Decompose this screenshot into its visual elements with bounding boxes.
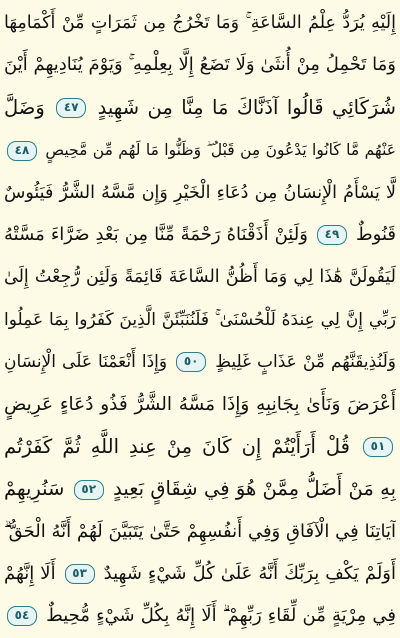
verse-number-marker: ٥٠ bbox=[176, 352, 206, 372]
text-line bbox=[4, 468, 396, 510]
text-line bbox=[4, 553, 396, 595]
line-text: أَعْرَضَ وَنَأَىٰ بِجَانِبِهِ وَإِذَا مَسَّهُ الشَّرُّ فَذُو دُعَاءٍ عَرِيضٍ bbox=[4, 393, 396, 415]
text-line bbox=[4, 44, 396, 86]
line-text: إِلَيْهِ يُرَدُّ عِلْمُ السَّاعَةِ ۚ وَمَا تَخْرُجُ مِن ثَمَرَاتٍ مِّنْ أَكْمَامِهَا bbox=[4, 13, 396, 33]
text-line bbox=[4, 595, 396, 637]
line-text: وَلَئِنْ أَذَقْنَاهُ رَحْمَةً مِّنَّا مِن بَعْدِ ضَرَّاءَ مَسَّتْهُ bbox=[4, 223, 308, 245]
line-text: سَنُرِيهِمْ bbox=[4, 477, 65, 501]
line-text: بِهِ مَنْ أَضَلُّ مِمَّنْ هُوَ فِي شِقَاقٍ بَعِيدٍ bbox=[113, 477, 396, 501]
line-text: قُلْ أَرَأَيْتُمْ إِن كَانَ مِنْ عِندِ اللَّهِ ثُمَّ كَفَرْتُم bbox=[4, 434, 350, 458]
verse-number-marker: ٤٨ bbox=[7, 141, 37, 161]
line-text: شُرَكَائِي قَالُوا آذَنَّاكَ مَا مِنَّا مِن شَهِيدٍ bbox=[97, 95, 396, 119]
line-text: وَضَلَّ bbox=[4, 95, 45, 119]
line-text: عَنْهُم مَّا كَانُوا يَدْعُونَ مِن قَبْلُ ۖ وَظَنُّوا مَا لَهُم مِّن مَّحِيصٍ bbox=[45, 141, 396, 160]
text-line bbox=[4, 172, 396, 214]
text-line bbox=[4, 426, 396, 468]
line-text: وَمَا تَحْمِلُ مِنْ أُنثَىٰ وَلَا تَضَعُ إِلَّا بِعِلْمِهِ ۚ وَيَوْمَ يُنَادِيهِمْ أَيْنَ bbox=[4, 54, 396, 76]
verse-number-marker: ٥١ bbox=[363, 437, 393, 457]
verse-number-marker: ٥٣ bbox=[65, 564, 95, 584]
text-line bbox=[4, 256, 396, 298]
line-text: وَلَنُذِيقَنَّهُم مِّنْ عَذَابٍ غَلِيظٍ bbox=[215, 352, 396, 373]
text-line bbox=[4, 511, 396, 553]
verse-number-marker: ٤٩ bbox=[317, 225, 347, 245]
line-text: أَلَا إِنَّهُمْ bbox=[4, 563, 56, 585]
text-line bbox=[4, 384, 396, 426]
line-text: آيَاتِنَا فِي الْآفَاقِ وَفِي أَنفُسِهِمْ حَتَّىٰ يَتَبَيَّنَ لَهُمْ أَنَّهُ الْحَقُّ ۗ bbox=[4, 520, 396, 542]
text-line bbox=[4, 341, 396, 383]
text-line bbox=[4, 214, 396, 256]
verse-number-marker: ٥٢ bbox=[74, 480, 104, 500]
text-line bbox=[4, 129, 396, 171]
line-text: قَنُوطٌ bbox=[356, 223, 396, 245]
line-text: لَيَقُولَنَّ هَٰذَا لِي وَمَا أَظُنُّ السَّاعَةَ قَائِمَةً وَلَئِن رُّجِعْتُ إِلَىٰ bbox=[4, 267, 396, 288]
line-text: فِي مِرْيَةٍ مِّن لِّقَاءِ رَبِّهِمْ ۗ أَلَا إِنَّهُ بِكُلِّ شَيْءٍ مُّحِيطٌ bbox=[46, 605, 396, 627]
text-line bbox=[4, 2, 396, 44]
line-text: رَبِّي إِنَّ لِي عِندَهُ لَلْحُسْنَىٰ ۚ فَلَنُنَبِّئَنَّ الَّذِينَ كَفَرُوا بِمَا عَمِلُوا bbox=[4, 309, 396, 330]
verse-number-marker: ٤٧ bbox=[56, 98, 86, 118]
text-line bbox=[4, 87, 396, 129]
line-text: وَإِذَا أَنْعَمْنَا عَلَى الْإِنسَانِ bbox=[4, 352, 168, 373]
text-line bbox=[4, 299, 396, 341]
line-text: لَّا يَسْأَمُ الْإِنسَانُ مِن دُعَاءِ الْخَيْرِ وَإِن مَّسَّهُ الشَّرُّ فَيَئُوسٌ bbox=[4, 182, 396, 203]
line-text: أَوَلَمْ يَكْفِ بِرَبِّكَ أَنَّهُ عَلَىٰ كُلِّ شَيْءٍ شَهِيدٌ bbox=[103, 563, 396, 585]
verse-number-marker: ٥٤ bbox=[7, 606, 37, 626]
